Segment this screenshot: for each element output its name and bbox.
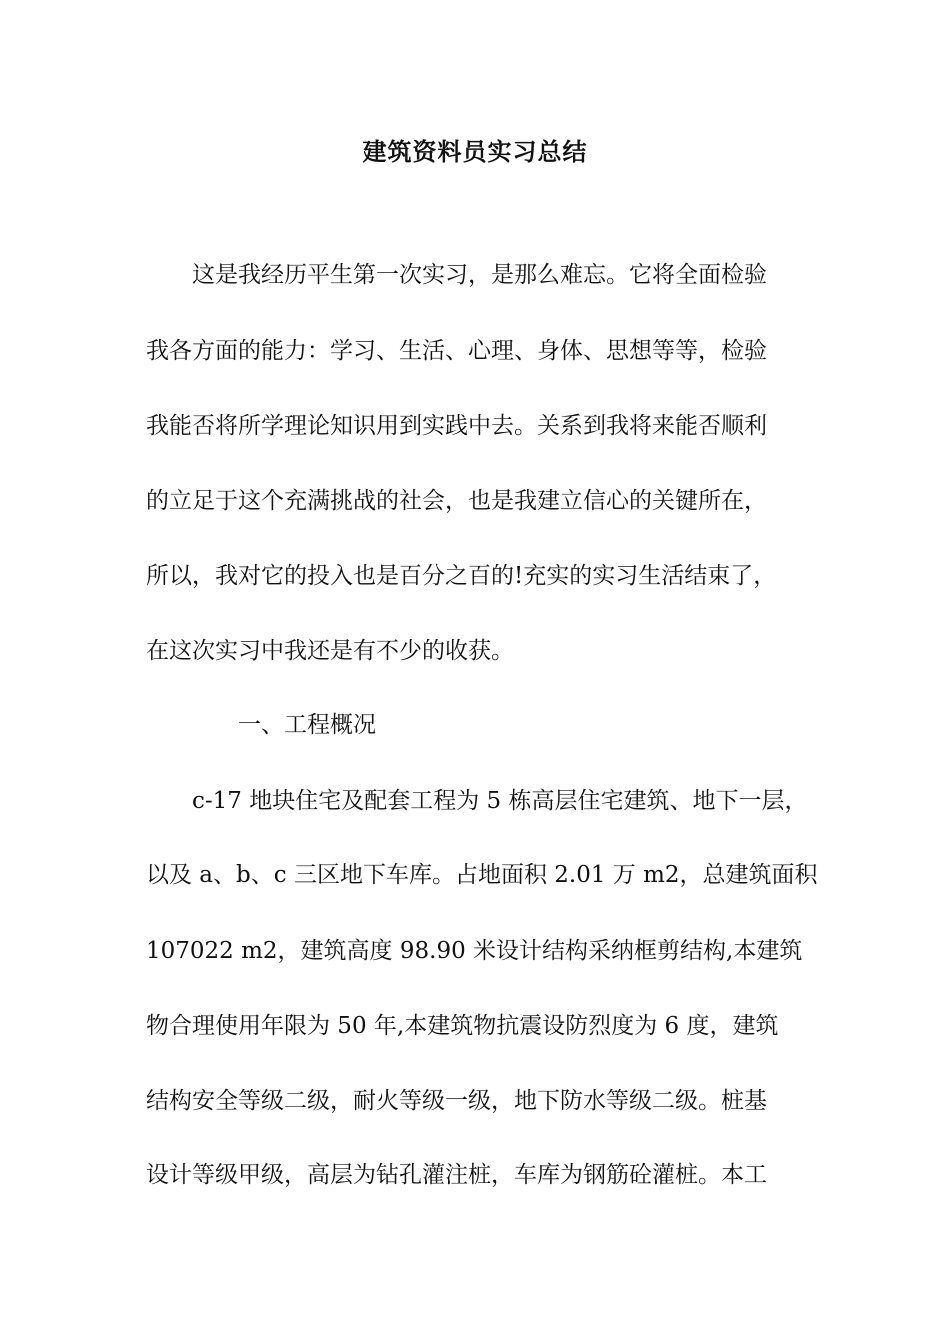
paragraph-line: 物合理使用年限为 50 年,本建筑物抗震设防烈度为 6 度，建筑 <box>146 1013 779 1039</box>
paragraph-line: 在这次实习中我还是有不少的收获。 <box>146 638 514 664</box>
paragraph-line: 107022 m2，建筑高度 98.90 米设计结构采纳框剪结构,本建筑 <box>146 938 803 964</box>
paragraph-line: 我能否将所学理论知识用到实践中去。关系到我将来能否顺利 <box>146 413 767 439</box>
paragraph-line: 的立足于这个充满挑战的社会，也是我建立信心的关键所在， <box>146 488 767 514</box>
paragraph-line: 这是我经历平生第一次实习，是那么难忘。它将全面检验 <box>192 262 767 288</box>
paragraph-line: 结构安全等级二级，耐火等级一级，地下防水等级二级。桩基 <box>146 1088 767 1114</box>
paragraph-line: c-17 地块住宅及配套工程为 5 栋高层住宅建筑、地下一层， <box>192 788 808 814</box>
paragraph-line: 所以，我对它的投入也是百分之百的!充实的实习生活结束了， <box>146 563 777 589</box>
section-heading: 一、工程概况 <box>238 712 376 738</box>
paragraph-line: 以及 a、b、c 三区地下车库。占地面积 2.01 万 m2，总建筑面积 <box>146 862 818 888</box>
paragraph-line: 设计等级甲级，高层为钻孔灌注桩，车库为钢筋砼灌桩。本工 <box>146 1162 767 1188</box>
document-title: 建筑资料员实习总结 <box>362 137 588 166</box>
paragraph-line: 我各方面的能力：学习、生活、心理、身体、思想等等，检验 <box>146 338 767 364</box>
